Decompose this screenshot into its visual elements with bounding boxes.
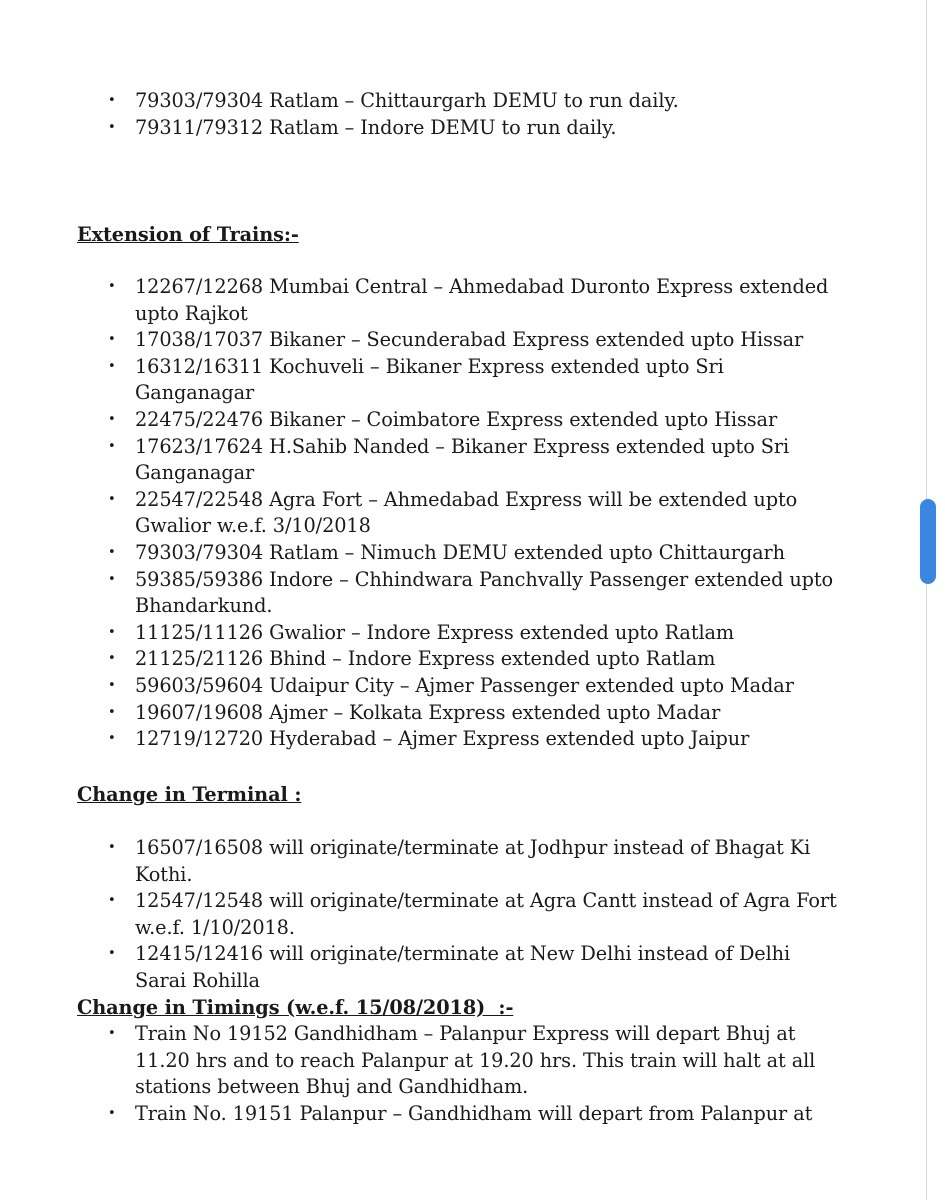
list-item-text: 19607/19608 Ajmer – Kolkata Express extended upto Madar xyxy=(135,700,721,724)
timings-heading: Change in Timings (w.e.f. 15/08/2018) :- xyxy=(77,996,514,1019)
terminal-heading: Change in Terminal : xyxy=(77,783,302,806)
bullet: • xyxy=(108,279,116,294)
list-item-text: 21125/21126 Bhind – Indore Express extended upto Ratlam xyxy=(135,647,716,671)
list-item-text: 12547/12548 will originate/terminate at Agra Cantt instead of Agra Fort w.e.f. 1/10/2018. xyxy=(135,889,837,939)
bullet: • xyxy=(108,544,116,560)
list-item-text: 16507/16508 will originate/terminate at Jodhpur instead of Bhagat Ki Kothi. xyxy=(135,836,811,886)
scrollbar-thumb[interactable] xyxy=(920,499,936,584)
list-item-text: Train No. 19151 Palanpur – Gandhidham will depart from Palanpur at xyxy=(135,1101,813,1125)
bullet: • xyxy=(108,571,116,587)
list-item xyxy=(0,620,845,647)
list-item xyxy=(0,274,845,327)
timings-list xyxy=(0,1021,845,1127)
list-item-text: Train No 19152 Gandhidham – Palanpur Express will depart Bhuj at 11.20 hrs and to reach Palanpur at 19.20 hrs. This train will halt at all stations between Bhuj and Gandhidham. xyxy=(135,1022,816,1099)
extension-heading: Extension of Trains:- xyxy=(77,223,299,246)
extension-list xyxy=(0,274,845,753)
list-item xyxy=(0,941,845,994)
list-item-text: 79303/79304 Ratlam – Chittaurgarh DEMU to run daily. xyxy=(135,89,679,112)
bullet: • xyxy=(108,677,116,693)
bullet: • xyxy=(108,438,116,454)
bullet: • xyxy=(108,651,116,667)
list-item xyxy=(0,888,845,941)
list-item-text: 59385/59386 Indore – Chhindwara Panchvally Passenger extended upto Bhandarkund. xyxy=(135,567,834,618)
list-item-text: 22475/22476 Bikaner – Coimbatore Express extended upto Hissar xyxy=(135,407,778,431)
list-item xyxy=(0,567,845,620)
list-item xyxy=(0,434,845,487)
list-item-text: 79303/79304 Ratlam – Nimuch DEMU extended upto Chittaurgarh xyxy=(135,540,785,564)
list-item-text: 79311/79312 Ratlam – Indore DEMU to run daily. xyxy=(135,115,617,139)
list-item-text: 59603/59604 Udaipur City – Ajmer Passenger extended upto Madar xyxy=(135,673,794,697)
list-item xyxy=(0,726,845,753)
bullet: • xyxy=(108,1105,116,1121)
list-item xyxy=(0,487,845,540)
bullet: • xyxy=(108,704,116,720)
list-item-text: 16312/16311 Kochuveli – Bikaner Express extended upto Sri Ganganagar xyxy=(135,354,724,405)
list-item-text: 11125/11126 Gwalior – Indore Express extended upto Ratlam xyxy=(135,620,735,644)
list-item xyxy=(0,1021,845,1101)
list-item-text: 22547/22548 Agra Fort – Ahmedabad Express will be extended upto Gwalior w.e.f. 3/10/2018 xyxy=(135,487,798,538)
list-item-text: 17623/17624 H.Sahib Nanded – Bikaner Express extended upto Sri Ganganagar xyxy=(135,434,790,485)
list-item-text: 12267/12268 Mumbai Central – Ahmedabad Duronto Express extended upto Rajkot xyxy=(135,275,829,325)
list-item-text: 17038/17037 Bikaner – Secunderabad Express extended upto Hissar xyxy=(135,328,804,352)
bullet: • xyxy=(108,840,116,855)
list-item-text: 12415/12416 will originate/terminate at New Delhi instead of Delhi Sarai Rohilla xyxy=(135,942,791,992)
bullet: • xyxy=(108,358,116,374)
bullet: • xyxy=(108,119,116,135)
list-item xyxy=(0,407,845,434)
bullet: • xyxy=(108,411,116,427)
list-item xyxy=(0,700,845,727)
list-item xyxy=(0,835,845,888)
bullet: • xyxy=(108,731,116,747)
list-item-text: 12719/12720 Hyderabad – Ajmer Express extended upto Jaipur xyxy=(135,727,750,751)
bullet: • xyxy=(108,332,116,348)
list-item xyxy=(0,646,845,673)
bullet: • xyxy=(108,1026,116,1041)
list-item xyxy=(0,540,845,567)
list-item xyxy=(0,115,845,142)
list-item xyxy=(0,88,845,115)
bullet: • xyxy=(108,893,116,909)
list-item xyxy=(0,327,845,354)
list-item xyxy=(0,354,845,407)
bullet: • xyxy=(108,624,116,640)
terminal-list xyxy=(0,835,845,995)
bullet: • xyxy=(108,93,116,108)
vertical-scrollbar[interactable] xyxy=(926,0,945,1200)
bullet: • xyxy=(108,491,116,507)
list-item xyxy=(0,673,845,700)
top-item-list xyxy=(0,88,845,141)
list-item xyxy=(0,1101,845,1128)
bullet: • xyxy=(108,946,116,962)
